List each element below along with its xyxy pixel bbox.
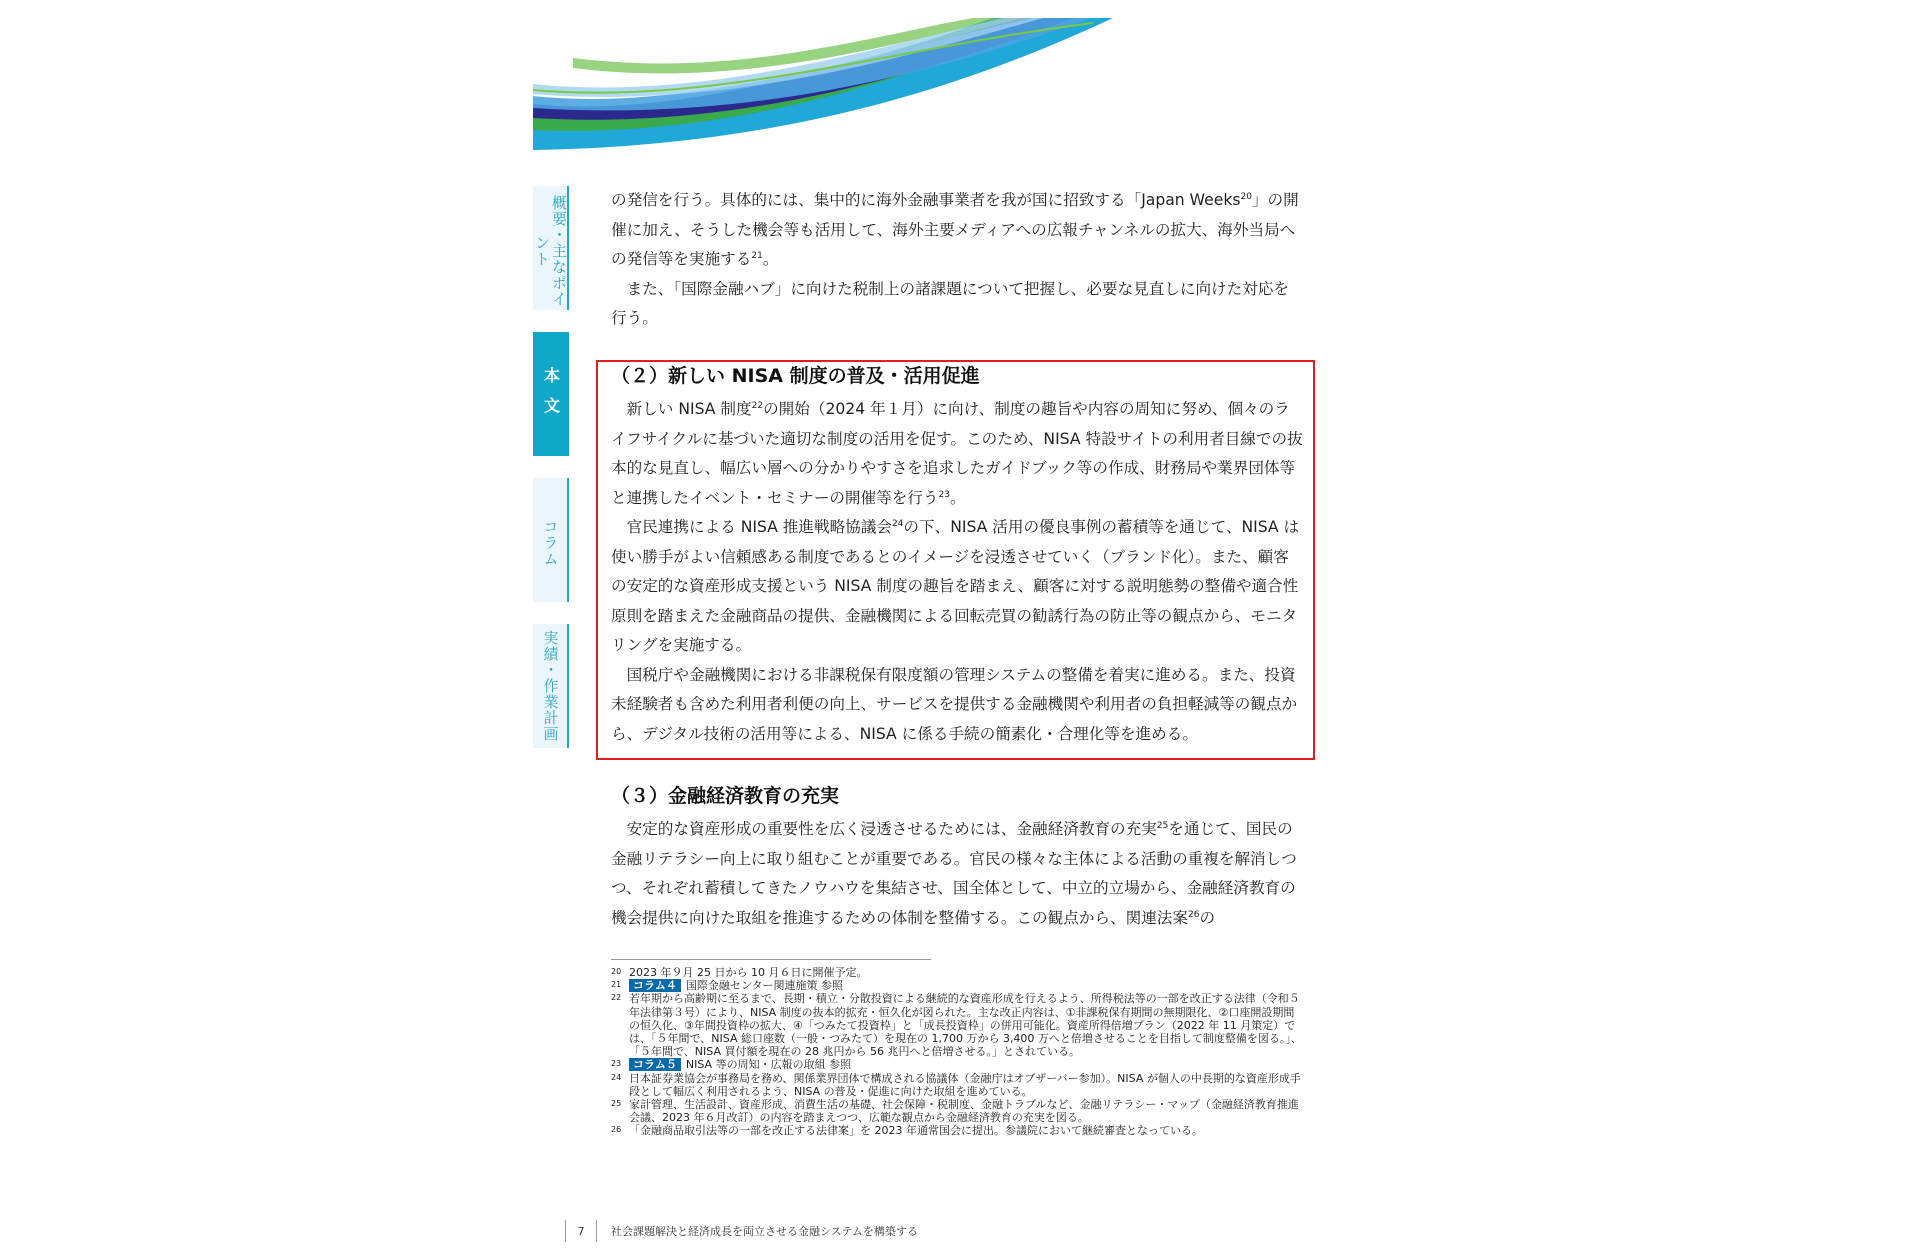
header-wave-graphic — [533, 18, 1113, 150]
page-number: 7 — [577, 1224, 585, 1238]
column-4-badge[interactable]: コラム４ — [629, 979, 681, 992]
footnote-26: 26 「金融商品取引法等の一部を改正する法律案」を 2023 年通常国会に提出。参議院において継続審査となっている。 — [611, 1124, 1203, 1138]
section-financial-education — [611, 781, 1303, 933]
tab-column[interactable]: コラム — [533, 478, 569, 602]
footnote-24: 24 日本証券業協会が事務局を務め、関係業界団体で構成される協議体（金融庁はオブザーバー参加）。NISA が個人の中長期的な資産形成手段として幅広く利用されるよう、NISA の普及・促進に向けた取組を進めている。 — [611, 1071, 1301, 1098]
nisa-paragraph-3: 国税庁や金融機関における非課税保有限度額の管理システムの整備を着実に進める。また、投資未経験者も含めた利用者利便の向上、サービスを提供する金融機関や利用者の負担軽減等の観点から、デジタル技術の活用等による、NISA に係る手続の簡素化・合理化等を進める。 — [611, 665, 1298, 743]
footnote-25: 25 家計管理、生活設計、資産形成、消費生活の基礎、社会保障・税制度、金融トラブルなど、金融リテラシー・マップ（金融経済教育推進会議、2023 年６月改訂）の内容を踏まえつつ、広範な観点から金融経済教育の充実を図る。 — [611, 1098, 1299, 1125]
education-paragraph-1: 安定的な資産形成の重要性を広く浸透させるためには、金融経済教育の充実$^{25}$を通じて、国民の金融リテラシー向上に取り組むことが重要である。官民の様々な主体による活動の重複を解消しつつ、それぞれ蓄積してきたノウハウを集結させ、国全体として、中立的立場から、金融経済教育の機会提供に向けた取組を推進するための体制を整備する。この観点から、関連法案$^{26}$の — [611, 820, 1297, 927]
section-heading-nisa: （２）新しい NISA 制度の普及・活用促進 — [611, 365, 980, 387]
section-heading-education: （３）金融経済教育の充実 — [611, 785, 840, 807]
intro-text — [611, 186, 1303, 334]
tab-results-plan[interactable]: 実績・作業計画 — [533, 624, 569, 748]
nisa-paragraph-1: 新しい NISA 制度$^{22}$の開始（2024 年１月）に向け、制度の趣旨や内容の周知に努め、個々のライフサイクルに基づいた適切な制度の活用を促す。このため、NISA 特設サイトの利用者目線での抜本的な見直し、幅広い層への分かりやすさを追求したガイドブック等の作成、財務局や業界団体等と連携したイベント・セミナーの開催等を行う$^{23}$。 — [611, 400, 1303, 507]
tab-main-text[interactable]: 本文 — [533, 332, 569, 456]
footnote-21: 21 コラム４ 国際金融センター関連施策 参照 — [611, 979, 843, 993]
intro-paragraph-1: の発信を行う。具体的には、集中的に海外金融事業者を我が国に招致する「Japan Weeks$^{20}$」の開催に加え、そうした機会等も活用して、海外主要メディアへの広報チャンネルの拡大、海外当局への発信等を実施する$^{21}$。 — [611, 191, 1299, 268]
page-footer — [565, 1218, 918, 1244]
tab-overview[interactable]: 概要・主なポイント — [533, 186, 569, 310]
footnotes — [611, 966, 1303, 1138]
footnote-22: 22 若年期から高齢期に至るまで、長期・積立・分散投資による継続的な資産形成を行えるよう、所得税法等の一部を改正する法律（令和５年法律第３号）により、NISA 制度の抜本的拡充・恒久化が図られた。主な改正内容は、①非課税保有期間の無期限化、②口座開設期間の恒久化、③年間投資枠の拡大、④「つみたて投資枠」と「成長投資枠」の併用可能化。資産所得倍増プラン（2022 年 11 月策定）では、「５年間で、NISA 総口座数（一般・つみたて）を現在の 1,700 万から 3,400 万へと倍増させることを目指して制度整備を図る。」、「５年間で、NISA 買付額を現在の 28 兆円から 56 兆円へと倍増させる。」とされている。 — [611, 992, 1302, 1059]
nisa-paragraph-2: 官民連携による NISA 推進戦略協議会$^{24}$の下、NISA 活用の優良事例の蓄積等を通じて、NISA は使い勝手がよい信頼感ある制度であるとのイメージを浸透させていく（ブランド化）。また、顧客の安定的な資産形成支援という NISA 制度の趣旨を踏まえ、顧客に対する説明態勢の整備や適合性原則を踏まえた金融商品の提供、金融機関による回転売買の勧誘行為の防止等の観点から、モニタリングを実施する。 — [611, 518, 1300, 654]
footnote-20: 20 2023 年９月 25 日から 10 月６日に開催予定。 — [611, 966, 868, 979]
section-nisa — [611, 361, 1303, 749]
footer-title: 社会課題解決と経済成長を両立させる金融システムを構築する — [611, 1225, 918, 1238]
footnote-23: 23 コラム５ NISA 等の周知・広報の取組 参照 — [611, 1058, 852, 1072]
footnote-divider — [611, 959, 931, 960]
column-5-badge[interactable]: コラム５ — [629, 1058, 681, 1071]
intro-paragraph-2: また、「国際金融ハブ」に向けた税制上の諸課題について把握し、必要な見直しに向けた対応を行う。 — [611, 279, 1290, 327]
